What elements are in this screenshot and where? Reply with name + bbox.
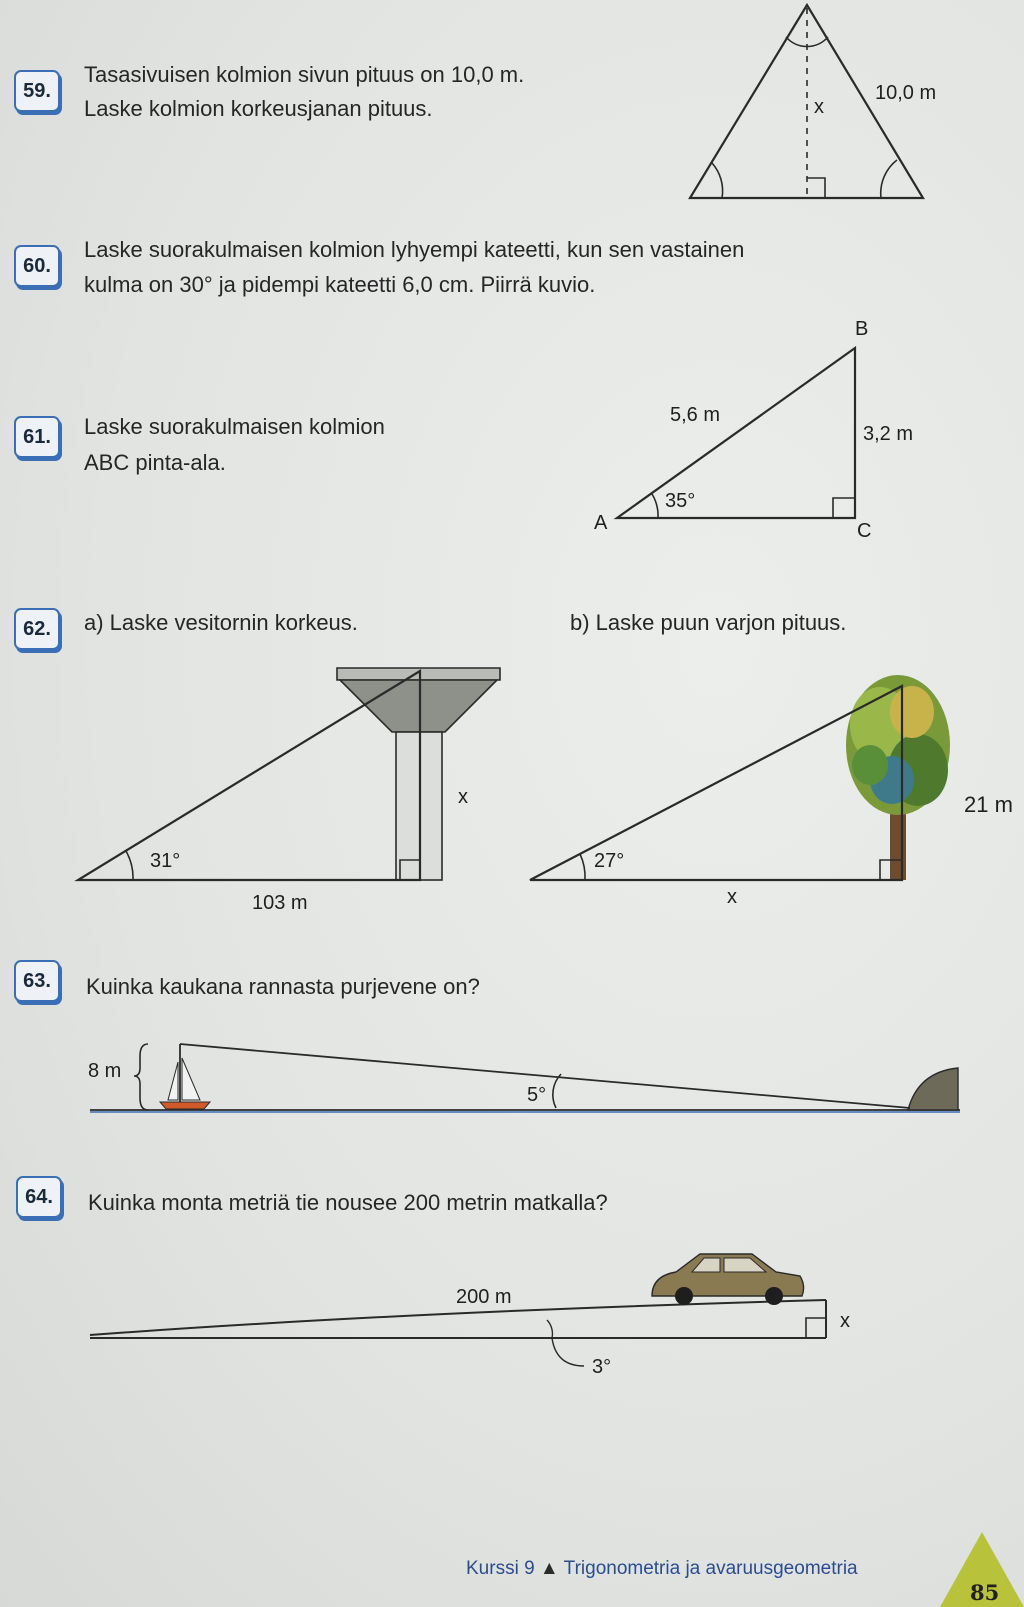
footer-triangle-icon: ▲	[539, 1558, 559, 1579]
exercise-60-line-1: Laske suorakulmaisen kolmion lyhyempi kateetti, kun sen vastainen	[84, 237, 745, 262]
exercise-61-line-2: ABC pinta-ala.	[84, 450, 226, 475]
exercise-62-part-b: b) Laske puun varjon pituus.	[570, 610, 847, 635]
figure-62a-height-label: x	[458, 786, 468, 808]
figure-64-angle-label: 3°	[592, 1356, 612, 1378]
page-number: 85	[970, 1580, 1000, 1605]
figure-61-vertex-b: B	[855, 318, 869, 340]
figure-62a-base-label: 103 m	[252, 892, 308, 914]
figure-61-hypotenuse-label: 5,6 m	[670, 404, 721, 426]
exercise-61-number: 61.	[14, 416, 60, 458]
figure-59-height-label: x	[814, 96, 824, 118]
figure-61-vertex-a: A	[594, 512, 608, 534]
exercise-63-number: 63.	[14, 960, 60, 1002]
figure-61-vertex-c: C	[857, 520, 872, 542]
figure-63-angle-label: 5°	[527, 1084, 547, 1106]
figure-62a-angle-label: 31°	[150, 850, 181, 872]
figure-64-rise-label: x	[840, 1310, 850, 1332]
exercise-59-line-1: Tasasivuisen kolmion sivun pituus on 10,0 m.	[84, 62, 525, 87]
page-footer	[466, 1558, 858, 1580]
figure-62b-angle-label: 27°	[594, 850, 625, 872]
figure-62b-height-label: 21 m	[964, 792, 1013, 817]
footer-course: Kurssi 9	[466, 1558, 535, 1579]
exercise-59-number: 59.	[14, 70, 60, 112]
figure-62b-base-label: x	[727, 886, 737, 908]
exercise-64-number: 64.	[16, 1176, 62, 1218]
figure-61-leg-label: 3,2 m	[863, 423, 914, 445]
exercise-61-line-1: Laske suorakulmaisen kolmion	[84, 414, 385, 439]
footer-topic: Trigonometria ja avaruusgeometria	[563, 1558, 858, 1579]
figure-59-side-label: 10,0 m	[875, 82, 937, 104]
exercise-59-line-2: Laske kolmion korkeusjanan pituus.	[84, 96, 433, 121]
figure-64-distance-label: 200 m	[456, 1286, 512, 1308]
exercise-63-line-1: Kuinka kaukana rannasta purjevene on?	[86, 974, 480, 999]
exercise-62-number: 62.	[14, 608, 60, 650]
exercise-62-part-a: a) Laske vesitornin korkeus.	[84, 610, 358, 635]
figure-63-height-label: 8 m	[88, 1060, 122, 1082]
exercise-60-number: 60.	[14, 245, 60, 287]
figure-61-angle-label: 35°	[665, 490, 696, 512]
exercise-64-line-1: Kuinka monta metriä tie nousee 200 metrin matkalla?	[88, 1190, 608, 1215]
exercise-60-line-2: kulma on 30° ja pidempi kateetti 6,0 cm. Piirrä kuvio.	[84, 272, 596, 297]
